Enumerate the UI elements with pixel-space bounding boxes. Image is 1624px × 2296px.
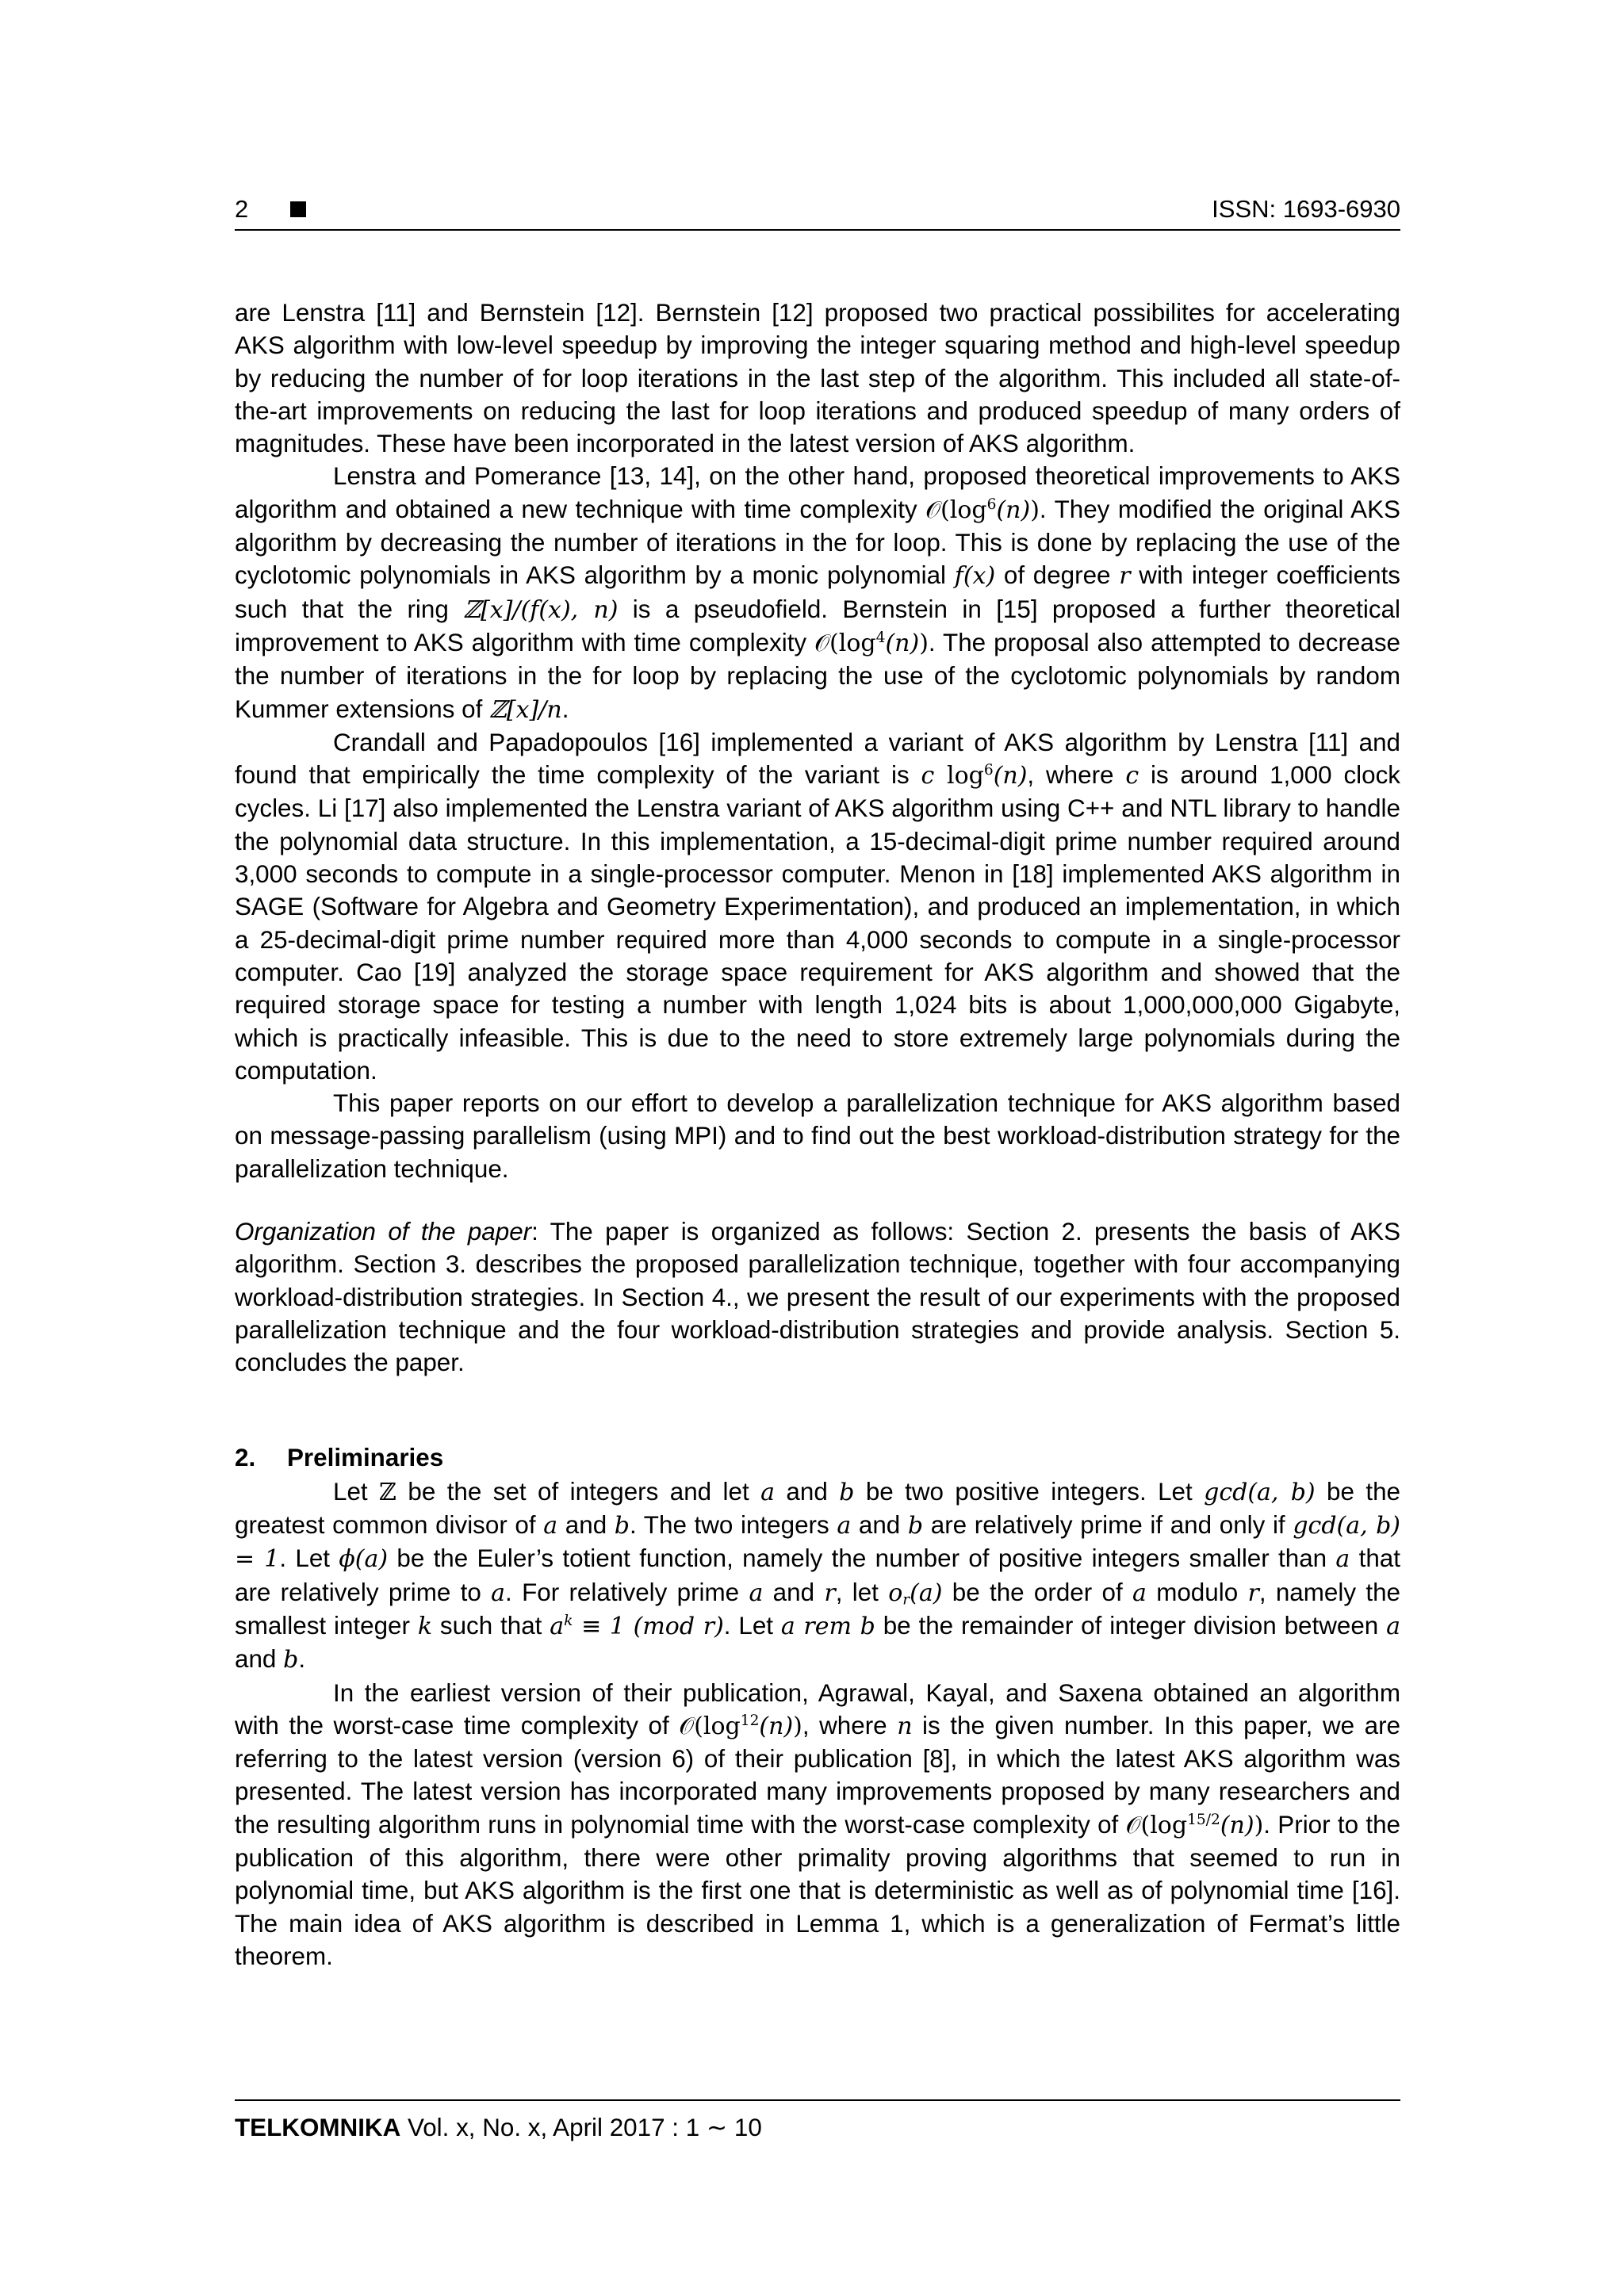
- math-gcd-eq: gcd(a, b) = 1: [235, 1512, 1401, 1574]
- math-complexity-log12: $𝒪(\log^{12}(n))$: [679, 1712, 802, 1740]
- paragraph-3: Crandall and Papadopoulos [16] implemented a variant of AKS algorithm by Lenstra [11] and found that empirically the time complexity of the variant is c $\log^6(n)$, where c is around 1,000 clock cycles. Li [17] also implemented the Lenstra variant of AKS algorithm using C++ and NTL library to handle the polynomial data structure. In this implementation, a 15-decimal-digit prime number required around 3,000 seconds to compute in a single-processor computer. Menon in [18] implemented AKS algorithm in SAGE (Software for Algebra and Geometry Experimentation), and produced an implementation, in which a 25-decimal-digit prime number required more than 4,000 seconds to compute in a single-processor computer. Cao [19] analyzed the storage space requirement for AKS algorithm and showed that the required storage space for testing a number with length 1,024 bits is about 1,000,000,000 Gigabyte, which is practically infeasible. This is due to the need to store extremely large polynomials during the computation.: [235, 728, 1400, 1085]
- page-body: [235, 297, 1400, 1973]
- page-number: 2: [235, 195, 249, 223]
- footer-details: Vol. x, No. x, April 2017 : 1 ∼ 10: [400, 2114, 762, 2141]
- math-c: c: [1125, 762, 1139, 790]
- section-number: 2.: [235, 1443, 256, 1471]
- paragraph-4: This paper reports on our effort to develop a parallelization technique for AKS algorithm based on message-passing parallelism (using MPI) and to find out the best workload-distribution strategy for the parallelization technique.: [235, 1089, 1400, 1183]
- page-header: [235, 189, 1400, 231]
- math-gcd: gcd(a, b): [1204, 1478, 1316, 1506]
- math-congruence: $a^k \equiv 1$ (mod r): [550, 1612, 724, 1640]
- math-c-log6: c $\log^6(n)$: [921, 762, 1028, 790]
- section-title: Preliminaries: [287, 1443, 444, 1471]
- math-ring: ℤ[x]/(f(x), n): [463, 595, 619, 624]
- page-footer: [235, 2099, 1400, 2144]
- math-rem: a rem b: [780, 1612, 875, 1640]
- math-zx-n: ℤ[x]/n: [489, 695, 562, 724]
- math-r: r: [1119, 562, 1131, 591]
- paragraph-organization: Organization of the paper: The paper is organized as follows: Section 2. presents the basis of AKS algorithm. Section 3. describes the proposed parallelization technique, together with four accompanying workload-distribution strategies. In Section 4., we present the result of our experiments with the proposed parallelization technique and the four workload-distribution strategies and provide analysis. Section 5. concludes the paper.: [235, 1218, 1401, 1377]
- paragraph-preliminaries-1: Let ℤ be the set of integers and let a and b be two positive integers. Let gcd(a, b) be the greatest common divisor of a and b. The two integers a and b are relatively prime if and only if gcd(a, b) = 1. Let ϕ(a) be the Euler’s totient function, namely the number of positive integers smaller than a that are relatively prime to a. For relatively prime a and r, let $o_r(a)$ be the order of a modulo r, namely the smallest integer k such that $a^k \equiv 1$ (mod r). Let a rem b be the remainder of integer division between a and b.: [235, 1477, 1401, 1674]
- issn-label: ISSN: 1693-6930: [1212, 195, 1400, 223]
- paragraph-1: are Lenstra [11] and Bernstein [12]. Bernstein [12] proposed two practical possibilites for accelerating AKS algorithm with low-level speedup by improving the integer squaring method and high-level speedup by reducing the number of for loop iterations in the last step of the algorithm. This included all state-of-the-art improvements on reducing the last for loop iterations and produced speedup of many orders of magnitudes. These have been incorporated in the latest version of AKS algorithm.: [235, 299, 1400, 458]
- math-order: $o_r(a)$: [888, 1578, 943, 1609]
- organization-label: Organization of the paper: [235, 1218, 532, 1246]
- math-fx: f(x): [954, 562, 996, 591]
- paragraph-preliminaries-2: In the earliest version of their publication, Agrawal, Kayal, and Saxena obtained an algorithm with the worst-case time complexity of $𝒪(\log^{12}(n))$, where n is the given number. In this paper, we are referring to the latest version (version 6) of their publication [8], in which the latest AKS algorithm was presented. The latest version has incorporated many improvements proposed by many researchers and the resulting algorithm runs in polynomial time with the worst-case complexity of $𝒪(\log^{15/2}(n))$. Prior to the publication of this algorithm, there were other primality proving algorithms that seemed to run in polynomial time, but AKS algorithm is the first one that is deterministic as well as of polynomial time [16]. The main idea of AKS algorithm is described in Lemma 1, which is a generalization of Fermat’s little theorem.: [235, 1678, 1401, 1970]
- math-phi: ϕ(a): [339, 1545, 389, 1574]
- paragraph-2: Lenstra and Pomerance [13, 14], on the other hand, proposed theoretical improvements to AKS algorithm and obtained a new technique with time complexity $𝒪(\log^6(n))$. They modified the original AKS algorithm by decreasing the number of iterations in the for loop. This is done by replacing the use of the cyclotomic polynomials in AKS algorithm by a monic polynomial f(x) of degree r with integer coefficients such that the ring ℤ[x]/(f(x), n) is a pseudofield. Bernstein in [15] proposed a further theoretical improvement to AKS algorithm with time complexity $𝒪(\log^4(n))$. The proposal also attempted to decrease the number of iterations in the for loop by replacing the use of the cyclotomic polynomials by random Kummer extensions of ℤ[x]/n.: [235, 462, 1400, 724]
- footer-journal: TELKOMNIKA: [235, 2114, 401, 2141]
- section-heading: [235, 1441, 1400, 1474]
- header-square-icon: [290, 201, 306, 217]
- math-complexity-log6: $𝒪(\log^6(n))$: [925, 496, 1040, 524]
- math-complexity-log15-2: $𝒪(\log^{15/2}(n))$: [1125, 1811, 1264, 1839]
- math-complexity-log4: $𝒪(\log^4(n))$: [814, 629, 929, 657]
